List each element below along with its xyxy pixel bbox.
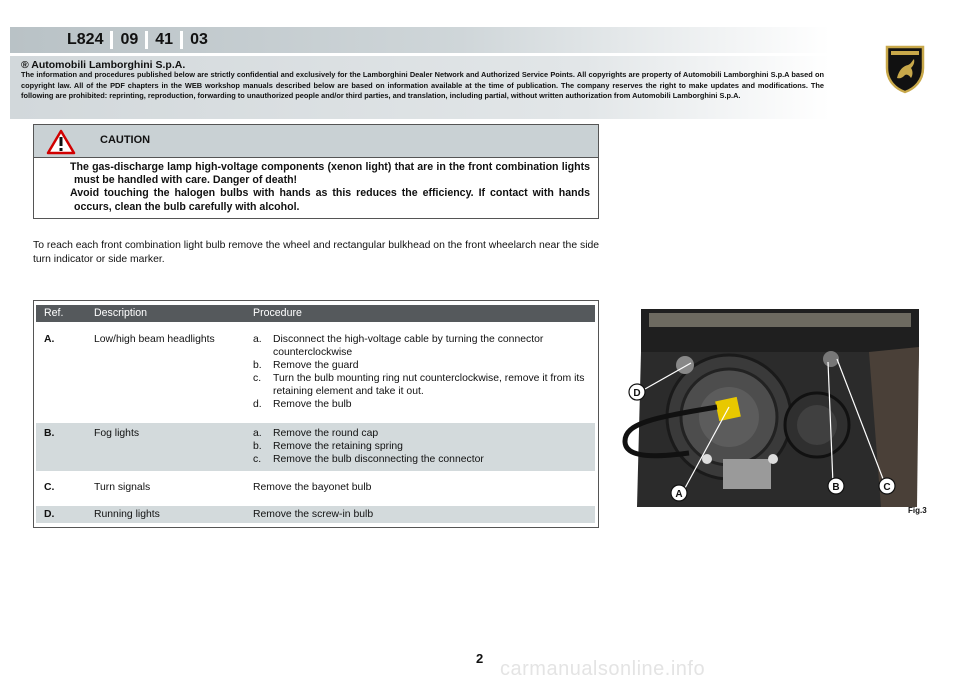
copyright-text: The information and procedures published below are strictly confidential and exclusively for the Lamborghini Dealer Network and Authorized Service Points. All copyrights are property of Automobili Lamborghini S.p.A based on copyright law. All of the PDF chapters in the WEB workshop manuals described below are based on information available at the time of publication. The company reserves the right to make updates and modifications. The following are prohibited: reprinting, reproduction, forwarding to unauthorized people and/or third parties, and translation, including partial, without written authorization from Automobili Lamborghini S.p.A.: [21, 70, 824, 101]
code-part: 09: [120, 31, 139, 48]
procedure-step: [253, 372, 591, 398]
callout-label: D: [633, 388, 641, 399]
procedure-step: [253, 359, 591, 372]
lamborghini-logo: [884, 44, 926, 94]
step-letter: b.: [253, 360, 262, 371]
step-letter: c.: [253, 373, 262, 384]
procedure-step: [253, 453, 591, 466]
row-ref: D.: [44, 509, 55, 520]
procedure-table: [33, 300, 599, 528]
procedure-step: [253, 398, 591, 411]
table-row: [36, 506, 595, 523]
row-description: Running lights: [94, 509, 160, 520]
row-ref: A.: [44, 334, 55, 345]
table-row: [36, 423, 595, 471]
step-letter: b.: [253, 441, 262, 452]
step-text: Remove the round cap: [273, 428, 379, 439]
callout-d: [629, 384, 645, 400]
callout-c: [879, 478, 895, 494]
code-part: L824: [67, 31, 104, 48]
row-procedure: [253, 427, 591, 466]
caution-line: Avoid touching the halogen bulbs with hands as this reduces the efficiency. If contact with hands occurs, clean the bulb carefully with alcohol.: [70, 187, 590, 213]
table-header: [36, 305, 595, 322]
document-code: [60, 31, 215, 49]
caution-title: CAUTION: [100, 134, 151, 146]
row-procedure: Remove the bayonet bulb: [253, 482, 372, 493]
warning-icon: [46, 129, 76, 155]
step-text: Remove the retaining spring: [273, 441, 403, 452]
header-procedure: Procedure: [253, 307, 302, 319]
code-part: 03: [190, 31, 208, 48]
step-text: Remove the bulb: [273, 399, 352, 410]
step-text: Remove the guard: [273, 360, 359, 371]
procedure-step: [253, 427, 591, 440]
page-number: 2: [476, 651, 484, 666]
callout-label: C: [883, 482, 891, 493]
copyright-title: ® Automobili Lamborghini S.p.A.: [21, 59, 186, 71]
row-procedure: Remove the screw-in bulb: [253, 509, 374, 520]
row-procedure: [253, 333, 591, 411]
divider: [34, 157, 598, 158]
header-description: Description: [94, 307, 147, 319]
table-row: [36, 481, 595, 495]
procedure-step: [253, 333, 591, 359]
caution-box: [33, 124, 599, 219]
row-description: Turn signals: [94, 482, 151, 493]
row-description: Fog lights: [94, 428, 140, 439]
step-text: Turn the bulb mounting ring nut counterclockwise, remove it from its retaining element and take it out.: [273, 373, 585, 397]
step-letter: a.: [253, 334, 262, 345]
step-letter: a.: [253, 428, 262, 439]
callout-label: B: [832, 482, 840, 493]
figure-caption: Fig.3: [908, 506, 927, 515]
callout-label: A: [675, 489, 683, 500]
code-part: 41: [155, 31, 174, 48]
table-row: [36, 333, 595, 421]
row-description: Low/high beam headlights: [94, 334, 215, 345]
headlight-photo: [619, 307, 927, 515]
caution-line: The gas-discharge lamp high-voltage components (xenon light) that are in the front combination lights must be handled with care. Danger of death!: [70, 161, 590, 187]
step-text: Remove the bulb disconnecting the connector: [273, 454, 484, 465]
step-letter: c.: [253, 454, 262, 465]
callout-b: [828, 478, 844, 494]
row-ref: C.: [44, 482, 55, 493]
header-ref: Ref.: [44, 307, 64, 319]
watermark: carmanualsonline.info: [500, 658, 706, 680]
step-text: Disconnect the high-voltage cable by turning the connector counterclockwise: [273, 334, 544, 358]
row-ref: B.: [44, 428, 55, 439]
caution-text: [70, 161, 590, 214]
callout-a: [671, 485, 687, 501]
procedure-step: [253, 440, 591, 453]
step-letter: d.: [253, 399, 262, 410]
intro-paragraph: To reach each front combination light bulb remove the wheel and rectangular bulkhead on the front wheelarch near the side turn indicator or side marker.: [33, 240, 600, 265]
